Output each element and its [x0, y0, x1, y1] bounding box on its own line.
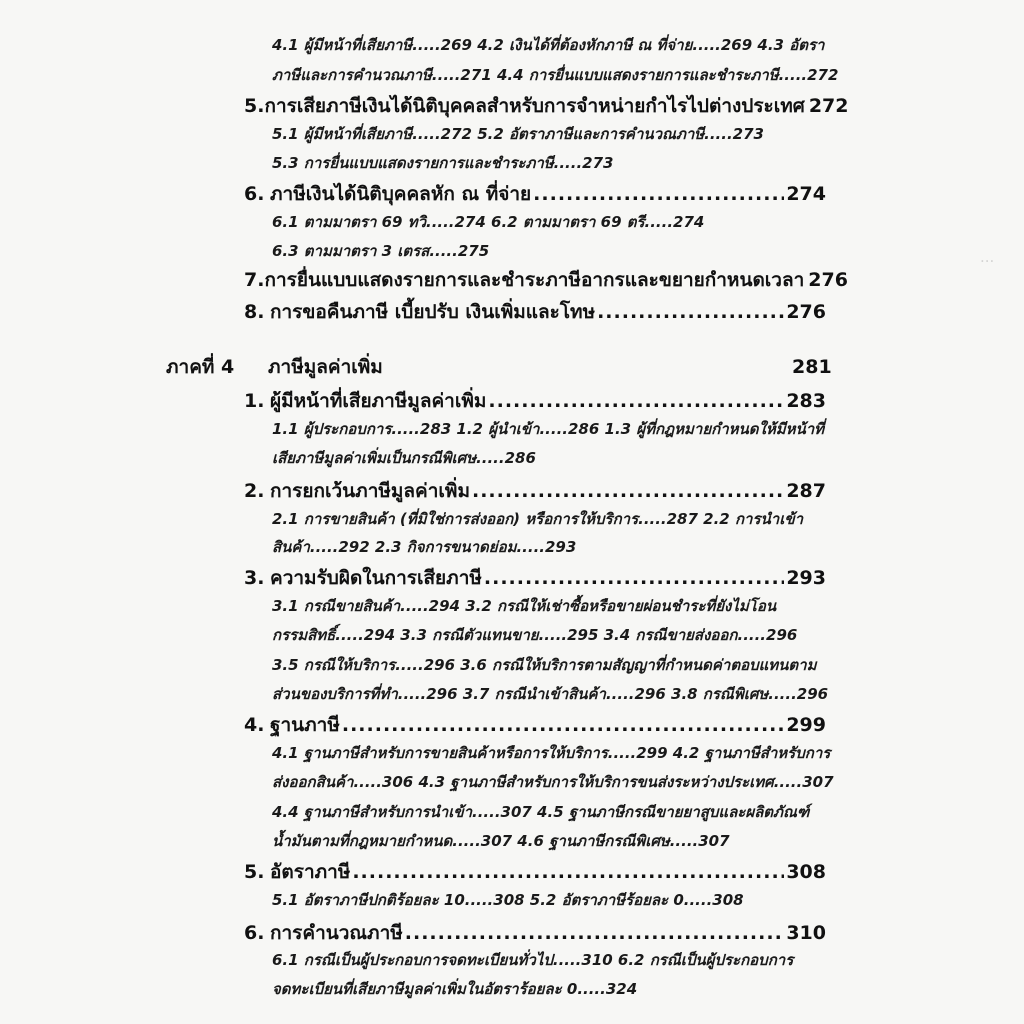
toc-entry-p1[interactable]: [244, 386, 826, 416]
subsection-line: 1.1 ผู้ประกอบการ.....283 1.2 ผู้นำเข้า.....286 1.3 ผู้ที่กฎหมายกำหนดให้มีหน้าที่: [272, 420, 825, 438]
part-label: ภาคที่ 4: [166, 356, 235, 378]
leader-dots: [533, 183, 784, 205]
entry-page: 293: [786, 567, 826, 589]
toc-entry-p2[interactable]: [244, 476, 826, 506]
subsection-line: 4.4 ฐานภาษีสำหรับการนำเข้า.....307 4.5 ฐานภาษีกรณีขายยาสูบและผลิตภัณฑ์: [272, 803, 810, 821]
subsection-line: 4.1 ฐานภาษีสำหรับการขายสินค้าหรือการให้บริการ.....299 4.2 ฐานภาษีสำหรับการ: [272, 744, 831, 762]
entry-number: 5.: [244, 95, 265, 117]
entry-title: การยกเว้นภาษีมูลค่าเพิ่ม: [270, 480, 470, 502]
bleed-through: ...: [980, 248, 995, 266]
entry-number: 2.: [244, 480, 265, 502]
subsection-line: ส่วนของบริการที่ทำ.....296 3.7 กรณีนำเข้าสินค้า.....296 3.8 กรณีพิเศษ.....296: [272, 685, 829, 703]
leader-dots: [484, 567, 784, 589]
subsection-line: 3.5 กรณีให้บริการ.....296 3.6 กรณีให้บริการตามสัญญาที่กำหนดค่าตอบแทนตาม: [272, 656, 817, 674]
entry-page: 310: [786, 922, 826, 944]
subsection-line: กรรมสิทธิ์.....294 3.3 กรณีตัวแทนขาย.....295 3.4 กรณีขายส่งออก.....296: [272, 626, 798, 644]
subsection-line: 3.1 กรณีขายสินค้า.....294 3.2 กรณีให้เช่าซื้อหรือขายผ่อนชำระที่ยังไม่โอน: [272, 597, 777, 615]
entry-title: ฐานภาษี: [270, 714, 340, 736]
entry-number: 4.: [244, 714, 265, 736]
entry-number: 6.: [244, 922, 265, 944]
entry-page: 274: [786, 183, 826, 205]
subsection-line: 5.3 การยื่นแบบแสดงรายการและชำระภาษี.....273: [272, 154, 614, 172]
subsection-line: 5.1 อัตราภาษีปกติร้อยละ 10.....308 5.2 อัตราภาษีร้อยละ 0.....308: [272, 891, 744, 909]
entry-page: 272: [808, 95, 849, 117]
leader-dots: [352, 861, 784, 883]
toc-entry-8[interactable]: [244, 297, 826, 327]
subsection-line: สินค้า.....292 2.3 กิจการขนาดย่อม.....293: [272, 538, 577, 556]
entry-number: 1.: [244, 390, 265, 412]
toc-entry-p3[interactable]: [244, 563, 826, 593]
leader-dots: [488, 390, 784, 412]
entry-title: การคำนวณภาษี: [270, 922, 403, 944]
part-title: ภาษีมูลค่าเพิ่ม: [268, 356, 383, 378]
entry-page: 308: [786, 861, 826, 883]
leader-dots: [405, 922, 785, 944]
leader-dots: [597, 301, 784, 323]
entry-page: 287: [786, 480, 826, 502]
subsection-line: น้ำมันตามที่กฎหมายกำหนด.....307 4.6 ฐานภาษีกรณีพิเศษ.....307: [272, 832, 730, 850]
leader-dots: [342, 714, 784, 736]
subsection-line: 6.1 กรณีเป็นผู้ประกอบการจดทะเบียนทั่วไป.....310 6.2 กรณีเป็นผู้ประกอบการ: [272, 951, 794, 969]
subsection-line: 4.1 ผู้มีหน้าที่เสียภาษี.....269 4.2 เงินได้ที่ต้องหักภาษี ณ ที่จ่าย.....269 4.3 อัตรา: [272, 36, 825, 54]
entry-title: ความรับผิดในการเสียภาษี: [270, 567, 482, 589]
subsection-line: จดทะเบียนที่เสียภาษีมูลค่าเพิ่มในอัตราร้อยละ 0.....324: [272, 980, 638, 998]
entry-title: ผู้มีหน้าที่เสียภาษีมูลค่าเพิ่ม: [270, 390, 487, 412]
entry-page: 276: [808, 269, 848, 291]
subsection-line: 2.1 การขายสินค้า (ที่มิใช่การส่งออก) หรือการให้บริการ.....287 2.2 การนำเข้า: [272, 510, 803, 528]
part-page: 281: [792, 356, 832, 378]
entry-page: 299: [786, 714, 826, 736]
subsection-line: เสียภาษีมูลค่าเพิ่มเป็นกรณีพิเศษ.....286: [272, 449, 536, 467]
entry-title: การยื่นแบบแสดงรายการและชำระภาษีอากรและขยายกำหนดเวลา: [264, 269, 805, 291]
entry-number: 7.: [244, 269, 265, 291]
toc-entry-p5[interactable]: [244, 857, 826, 887]
entry-page: 276: [786, 301, 826, 323]
entry-title: อัตราภาษี: [270, 861, 351, 883]
toc-entry-6[interactable]: [244, 179, 826, 209]
subsection-line: ภาษีและการคำนวณภาษี.....271 4.4 การยื่นแบบแสดงรายการและชำระภาษี.....272: [272, 66, 839, 84]
subsection-line: 6.1 ตามมาตรา 69 ทวิ.....274 6.2 ตามมาตรา 69 ตรี.....274: [272, 213, 705, 231]
subsection-line: 5.1 ผู้มีหน้าที่เสียภาษี.....272 5.2 อัตราภาษีและการคำนวณภาษี.....273: [272, 125, 764, 143]
entry-number: 8.: [244, 301, 265, 323]
toc-entry-7[interactable]: [244, 265, 848, 295]
entry-title: การเสียภาษีเงินได้นิติบุคคลสำหรับการจำหน่ายกำไรไปต่างประเทศ: [264, 95, 805, 117]
toc-entry-5[interactable]: [244, 91, 849, 121]
entry-number: 6.: [244, 183, 265, 205]
entry-number: 5.: [244, 861, 265, 883]
toc-entry-p6[interactable]: [244, 918, 826, 948]
entry-title: การขอคืนภาษี เบี้ยปรับ เงินเพิ่มและโทษ: [270, 301, 596, 323]
entry-number: 3.: [244, 567, 265, 589]
entry-page: 283: [786, 390, 826, 412]
entry-title: ภาษีเงินได้นิติบุคคลหัก ณ ที่จ่าย: [270, 183, 532, 205]
subsection-line: 6.3 ตามมาตรา 3 เตรส.....275: [272, 242, 490, 260]
toc-entry-p4[interactable]: [244, 710, 826, 740]
leader-dots: [472, 480, 784, 502]
subsection-line: ส่งออกสินค้า.....306 4.3 ฐานภาษีสำหรับการให้บริการขนส่งระหว่างประเทศ.....307: [272, 773, 834, 791]
